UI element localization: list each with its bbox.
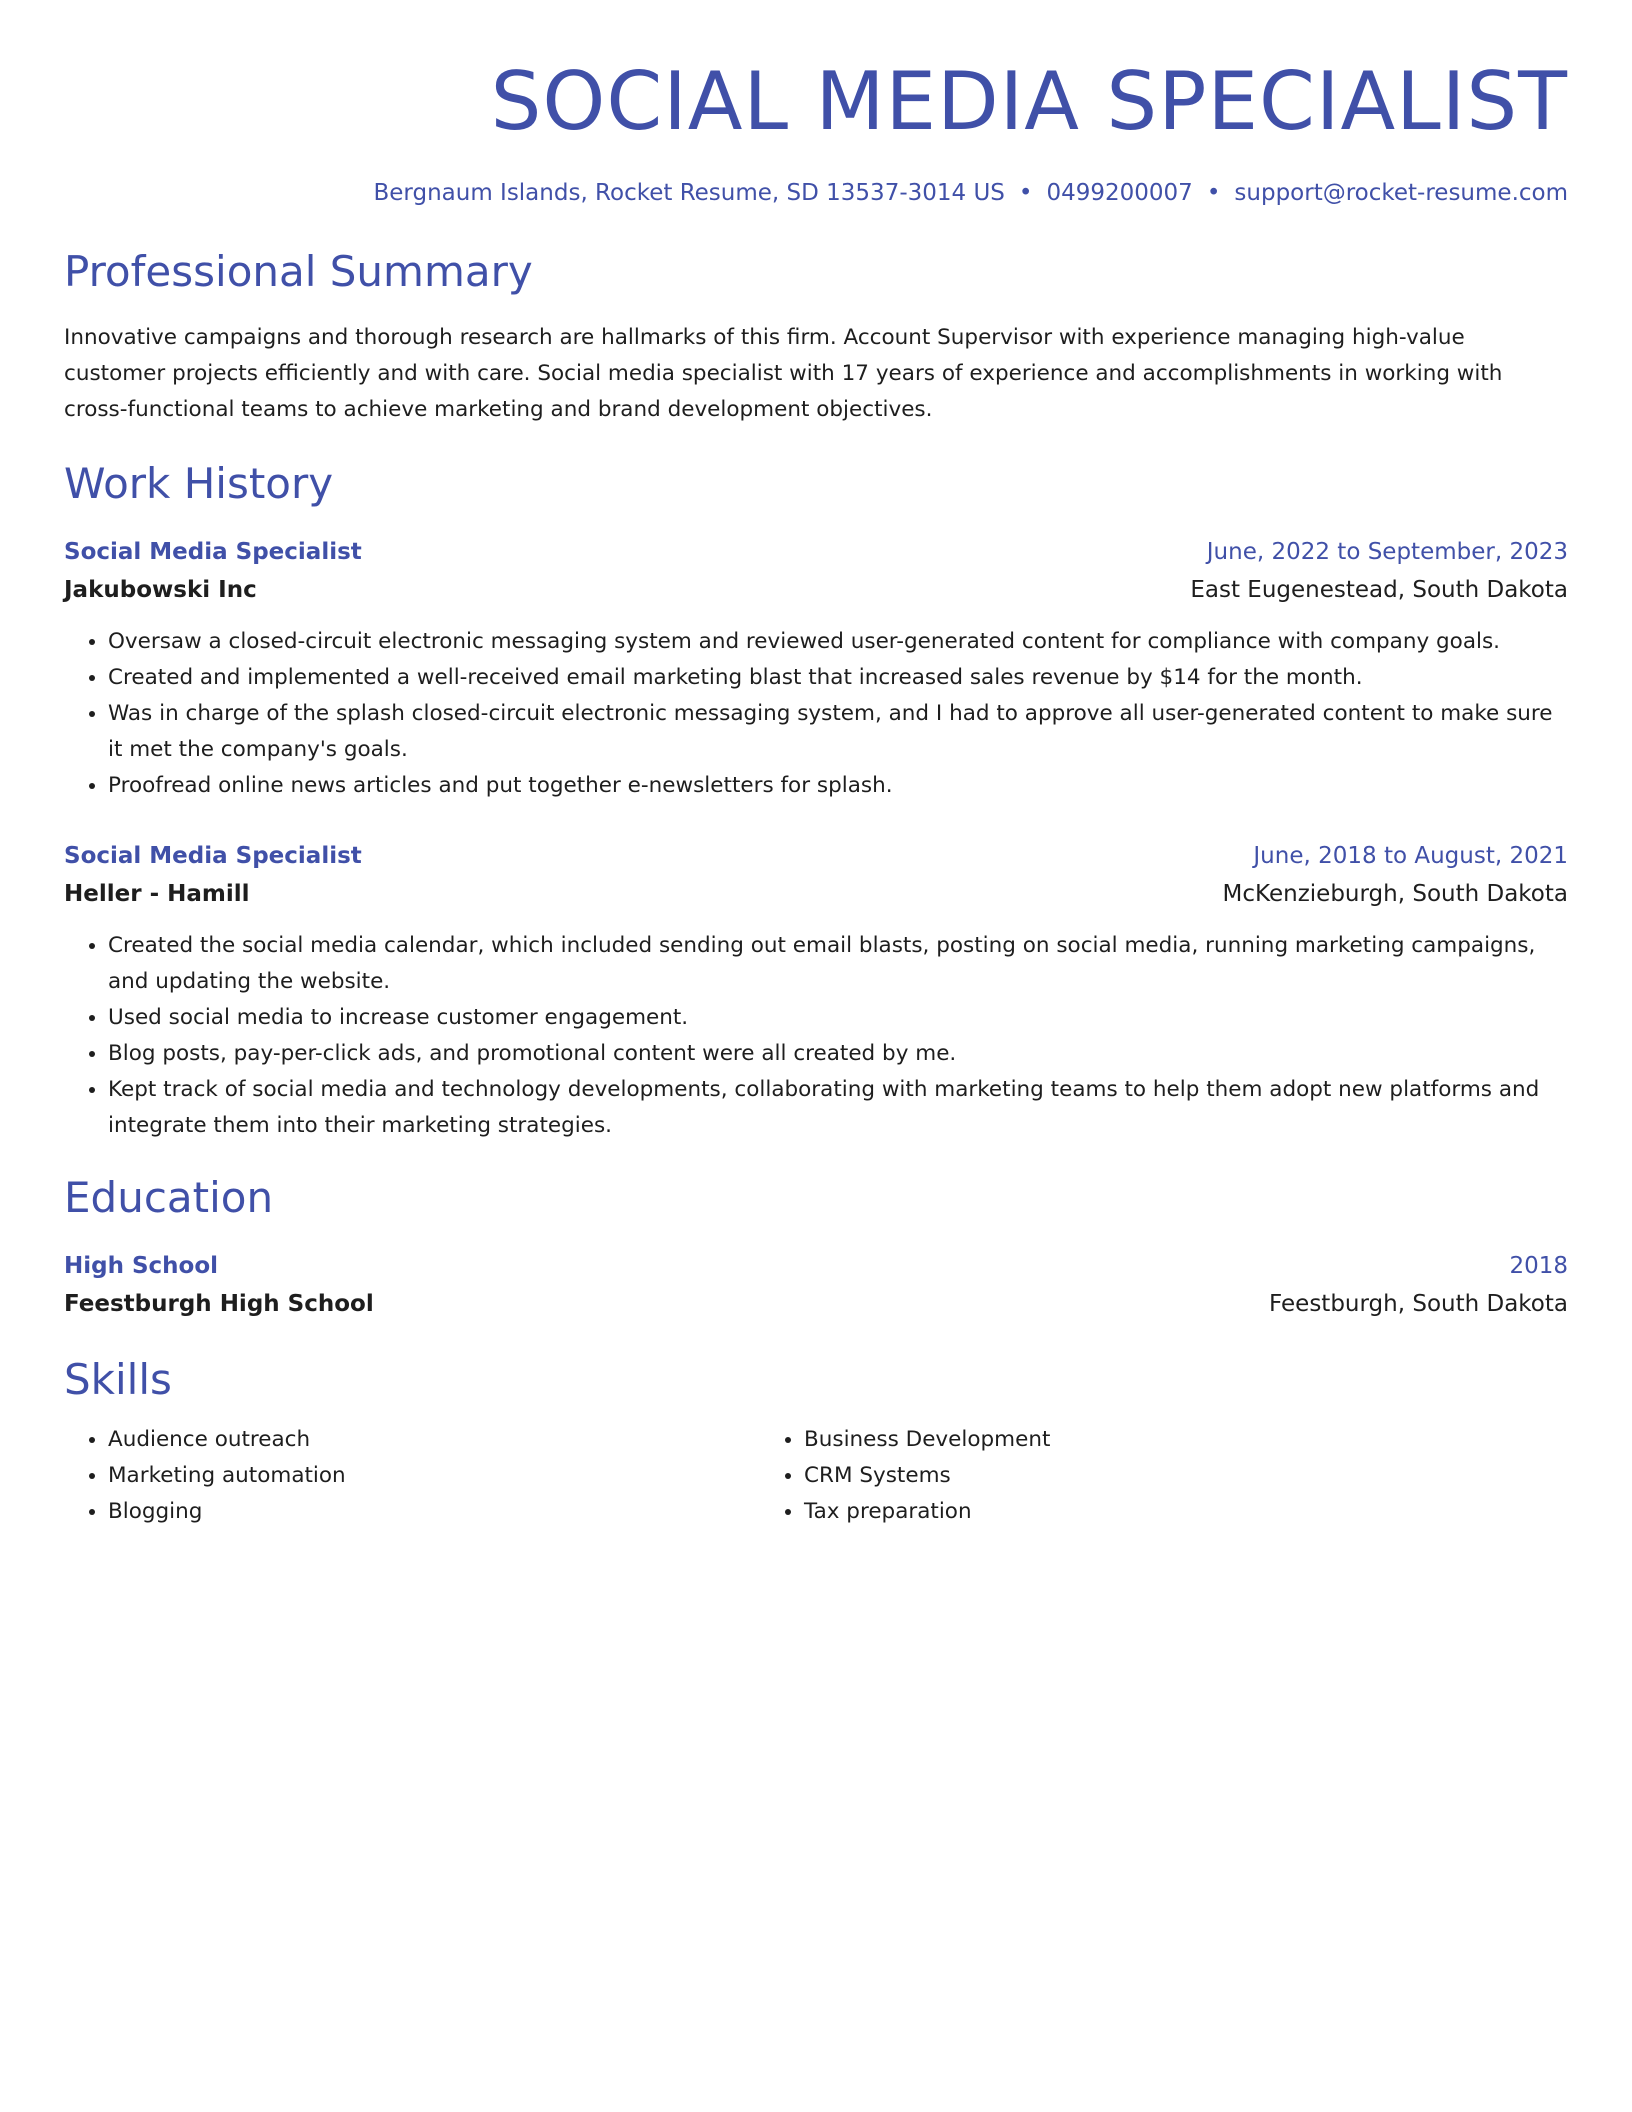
- education-school-row: [64, 1284, 1568, 1324]
- education-school: Feestburgh High School: [64, 1291, 374, 1317]
- job-company: Jakubowski Inc: [64, 577, 257, 603]
- education-header-row: [64, 1248, 1568, 1284]
- job-dates: June, 2018 to August, 2021: [1253, 843, 1568, 869]
- job-role: Social Media Specialist: [64, 539, 362, 565]
- summary-heading: Professional Summary: [64, 247, 533, 296]
- education-entry: [64, 1248, 1568, 1324]
- education-heading: Education: [64, 1173, 274, 1222]
- resume-title: SOCIAL MEDIA SPECIALIST: [490, 55, 1568, 148]
- job-bullets: [64, 928, 1568, 1144]
- skill-item: • Audience outreach: [108, 1422, 760, 1458]
- job-header-row: [64, 838, 1568, 874]
- contact-address: Bergnaum Islands, Rocket Resume, SD 13537-3014 US: [373, 180, 1005, 206]
- education-year: 2018: [1509, 1253, 1568, 1279]
- skill-item: • Blogging: [108, 1494, 760, 1530]
- job-bullet: • Used social media to increase customer engagement.: [108, 1000, 1568, 1036]
- job-bullet: • Created and implemented a well-received email marketing blast that increased sales revenue by $14 for the month.: [108, 660, 1568, 696]
- job-bullet: • Kept track of social media and technology developments, collaborating with marketing teams to help them adopt new platforms and integrate them into their marketing strategies.: [108, 1072, 1568, 1144]
- skills-list-left: [64, 1422, 760, 1530]
- job-bullet: • Was in charge of the splash closed-circuit electronic messaging system, and I had to approve all user-generated content to make sure it met the company's goals.: [108, 696, 1568, 768]
- education-degree: High School: [64, 1253, 219, 1279]
- summary-text: Innovative campaigns and thorough research are hallmarks of this firm. Account Supervisor with experience managing high-value customer projects efficiently and with care. Social media specialist with 17 years of experience and accomplishments in working with cross-functional teams to achieve marketing and brand development objectives.: [64, 325, 1503, 422]
- contact-phone: 0499200007: [1046, 180, 1193, 206]
- job-location: East Eugenestead, South Dakota: [1190, 577, 1568, 603]
- work-history-heading: Work History: [64, 459, 334, 508]
- contact-separator: •: [1206, 180, 1221, 206]
- job-location: McKenzieburgh, South Dakota: [1222, 881, 1568, 907]
- job-company-row: [64, 874, 1568, 914]
- contact-separator: •: [1018, 180, 1033, 206]
- skill-item: • CRM Systems: [804, 1458, 1456, 1494]
- job-bullet: • Created the social media calendar, which included sending out email blasts, posting on social media, running marketing campaigns, and updating the website.: [108, 928, 1568, 1000]
- contact-line: [64, 176, 1568, 210]
- job-bullets: [64, 624, 1568, 804]
- job-entry: [64, 534, 1568, 804]
- skill-item: • Marketing automation: [108, 1458, 760, 1494]
- skill-item: • Tax preparation: [804, 1494, 1456, 1530]
- job-company-row: [64, 570, 1568, 610]
- skills-columns: [64, 1422, 1568, 1530]
- skills-list-right: [760, 1422, 1456, 1530]
- job-role: Social Media Specialist: [64, 843, 362, 869]
- job-bullet: • Proofread online news articles and put together e-newsletters for splash.: [108, 768, 1568, 804]
- job-bullet: • Blog posts, pay-per-click ads, and promotional content were all created by me.: [108, 1036, 1568, 1072]
- contact-email: support@rocket-resume.com: [1234, 180, 1568, 206]
- job-dates: June, 2022 to September, 2023: [1206, 539, 1568, 565]
- skills-heading: Skills: [64, 1355, 172, 1404]
- skill-item: • Business Development: [804, 1422, 1456, 1458]
- job-entry: [64, 838, 1568, 1144]
- job-company: Heller - Hamill: [64, 881, 250, 907]
- education-location: Feestburgh, South Dakota: [1269, 1291, 1568, 1317]
- job-bullet: • Oversaw a closed-circuit electronic messaging system and reviewed user-generated content for compliance with company goals.: [108, 624, 1568, 660]
- job-header-row: [64, 534, 1568, 570]
